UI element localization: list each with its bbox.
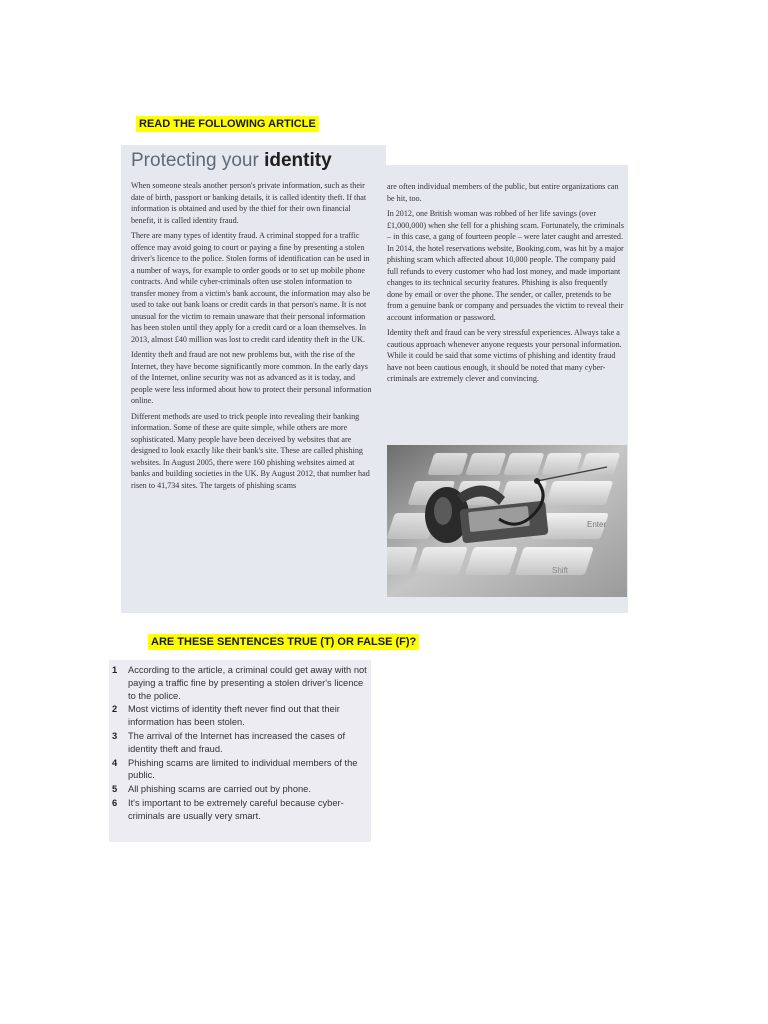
question-text: The arrival of the Internet has increased the cases of identity theft and fraud. [128,730,346,754]
question-number: 4 [112,757,118,768]
question-item [110,703,368,729]
article-paragraph: Identity theft and fraud are not new problems but, with the rise of the Internet, they have become significantly more common. In the early days of the Internet, online security was not as advanced as it is today, and people were less informed about how to protect their personal information online. [131,350,372,405]
question-item [110,664,368,702]
article-title-bold: identity [264,150,332,171]
article-column-right [387,181,625,389]
article-paragraph: In 2012, one British woman was robbed of her life savings (over £1,000,000) when she fell for a phishing scam. Fortunately, the criminals – in this case, a gang of fourteen people – were later caught and arrested. In 2014, the hotel reservations website, Booking.com, was hit by a major phishing scam which affected about 10,000 people. The company paid full refunds to every customer who had lost money, and made important changes to its technical security features. Phishing is also frequently done by email or over the phone. The sender, or caller, pretends to be from a genuine bank or company and persuades the victim to reveal their account information or password. [387,209,624,322]
question-number: 3 [112,730,118,741]
question-number: 5 [112,784,118,795]
article-title [131,150,332,172]
keyboard-padlock-illustration [387,445,627,597]
article-paragraph: are often individual members of the public, but entire organizations can be hit, too. [387,182,619,203]
question-text: It's important to be extremely careful because cyber-criminals are usually very smart. [128,797,344,821]
read-article-heading: READ THE FOLLOWING ARTICLE [136,116,319,132]
true-false-heading: ARE THESE SENTENCES TRUE (T) OR FALSE (F)? [148,634,419,650]
article-paragraph: There are many types of identity fraud. A criminal stopped for a traffic offence may avoid going to court or paying a fine by presenting a stolen driver's licence to the police. Stolen forms of identification can be used in a number of ways, for example to order goods or to set up mobile phone contracts. And while cyber-criminals often use stolen information to transfer money from a victim's bank account, the information may also be used to take out bank loans or credit cards in that person's name. It is not unusual for the victim to remain unaware that their personal information has been stolen until they apply for a credit card or a loan themselves. In 2013, almost £40 million was lost to credit card identity theft in the UK. [131,231,371,344]
question-number: 6 [112,797,118,808]
question-item [110,757,368,783]
question-text: According to the article, a criminal could get away with not paying a traffic fine by presenting a stolen driver's licence to the police. [128,665,367,701]
question-item [110,783,368,796]
enter-key-label: Enter [587,520,607,529]
question-list [110,664,368,824]
question-item [110,797,368,823]
article-title-light: Protecting your [131,150,265,171]
question-text: Phishing scams are limited to individual members of the public. [128,757,358,781]
question-text: All phishing scams are carried out by phone. [128,784,311,795]
question-item [110,730,368,756]
article-paragraph: When someone steals another person's private information, such as their date of birth, passport or banking details, it is called identity theft. If that information is obtained and used by the thief for their own financial benefit, it is called identity fraud. [131,181,367,225]
article-paragraph: Identity theft and fraud can be very stressful experiences. Always take a cautious approach whenever anyone requests your personal information. While it could be said that some victims of phishing and identity fraud have not been cautious enough, it should be noted that many cyber-criminals are extremely clever and convincing. [387,328,622,383]
question-number: 2 [112,704,118,715]
article-column-left [131,180,375,495]
question-number: 1 [112,665,118,675]
keyboard-padlock-photo [387,445,627,597]
shift-key-label: Shift [552,566,569,575]
article-paragraph: Different methods are used to trick people into revealing their banking information. Some of these are quite simple, while others are more sophisticated. Many people have been deceived by websites that are designed to look exactly like their bank's site. These are called phishing websites. In August 2005, there were 160 phishing websites aimed at banks and building societies in the UK. By August 2012, that number had risen to 41,734 sites. The targets of phishing scams [131,411,370,490]
question-text: Most victims of identity theft never find out that their information has been stolen. [128,704,340,728]
